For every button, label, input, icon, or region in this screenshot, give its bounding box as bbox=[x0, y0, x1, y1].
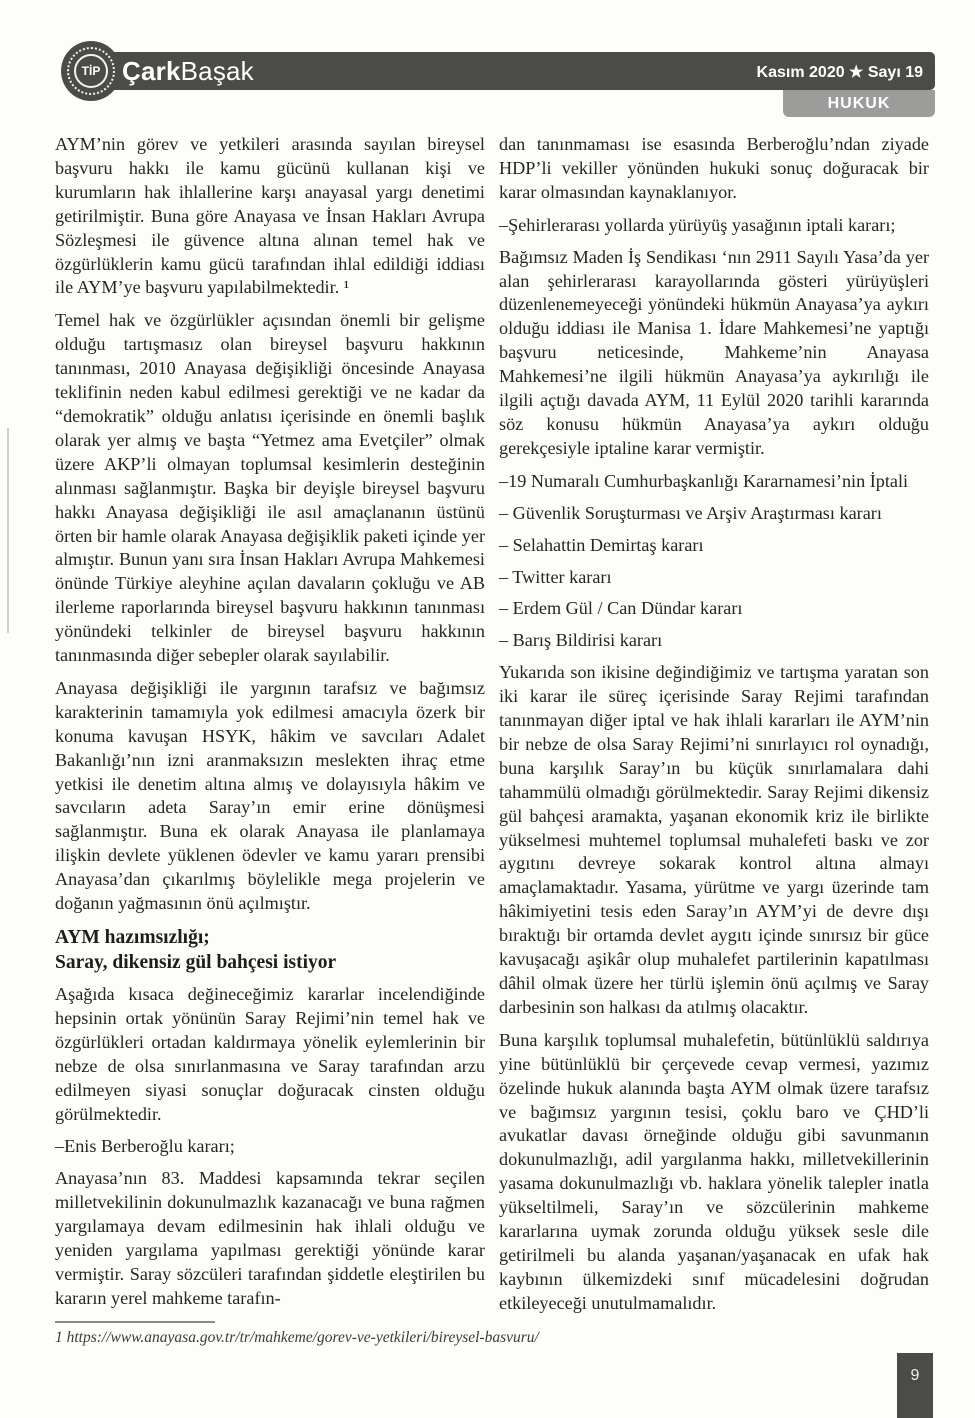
article-body bbox=[55, 133, 929, 1325]
decision-list-item: – Güvenlik Soruşturması ve Arşiv Araştırması kararı bbox=[499, 502, 882, 523]
logo-wreath-ring bbox=[67, 47, 115, 95]
page-number: 9 bbox=[897, 1353, 933, 1418]
decision-list-item: – Selahattin Demirtaş kararı bbox=[499, 534, 704, 555]
decision-list-item: – Twitter kararı bbox=[499, 566, 612, 587]
article-paragraph: Bağımsız Maden İş Sendikası ‘nın 2911 Sayılı Yasa’da yer alan şehirlerarası karayollarında gösteri yürüyüşleri düzenlenemeyeceği yönündeki hükmün Anayasa’ya aykırı olduğu iddiası ile Manisa 1. İdare Mahkemesi’ne yaptığı başvuru neticesinde, Mahkeme’nin Anayasa Mahkemesi’ne ilgili hükmün Anayasa’ya aykırılığı ile ilgili açtığı davada AYM, 11 Eylül 2020 tarihli kararında söz konusu hükmün Anayasa’ya aykırı olduğu gerekçesiyle iptaline karar vermiştir. bbox=[499, 246, 929, 458]
left-column bbox=[55, 133, 485, 1325]
masthead-title-light: Başak bbox=[180, 56, 254, 86]
article-paragraph: Aşağıda kısaca değineceğimiz kararlar incelendiğinde hepsinin ortak yönünün Saray Rejimi’nin temel hak ve özgürlükleri ortadan kaldırmaya yönelik eylemlerinin bir nebze de olsa sınırlanmasına ve Saray tarafından arzu edilmeyen siyasi sonuçlar doğuracak cinsten olduğu görülmektedir. bbox=[55, 984, 485, 1124]
masthead-title-bold: Çark bbox=[122, 56, 181, 86]
decision-list-item: –19 Numaralı Cumhurbaşkanlığı Kararnamesi’nin İptali bbox=[499, 470, 909, 491]
decision-list-item: –Şehirlerarası yollarda yürüyüş yasağının iptali kararı; bbox=[499, 214, 896, 235]
article-paragraph: dan tanınmaması ise esasında Berberoğlu’ndan ziyade HDP’li vekiller yönünden hukuki sonuç doğuracak bir karar olmasından kaynaklanıyor. bbox=[499, 134, 929, 202]
article-heading-line: Saray, dikensiz gül bahçesi istiyor bbox=[55, 952, 337, 973]
article-paragraph: Buna karşılık toplumsal muhalefetin, bütünlüklü saldırıya yine bütünlüklü bir çerçevede cevap vermesi, yazımız özelinde hukuk alanında başta AYM olmak üzere tarafsız ve bağımsız yargının tesisi, çoklu baro ve ÇHD’li avukatlar davası örneğinde olduğu gibi savunmanın dokunulmazlığı, adil yargılanma hakkı, milletvekillerinin yasama dokunulmazlığı vb. haklara yönelik talepler inatla yükseltilmeli, Saray’ın ve sözcülerinin mahkeme kararlarına uymak zorunda olduğu yüksek sesle dile getirilmeli bu alanda yaşanan/yaşanacak en ufak hak kaybının ülkemizdeki sınıf mücadelesini doğrudan etkileyeceği unutulmamalıdır. bbox=[499, 1029, 929, 1313]
masthead-title bbox=[122, 55, 254, 87]
decision-list-item: –Enis Berberoğlu kararı; bbox=[55, 1136, 235, 1157]
issue-info: Kasım 2020 ★ Sayı 19 bbox=[756, 64, 923, 81]
article-paragraph: Anayasa değişikliği ile yargının tarafsız ve bağımsız karakterinin tamamıyla yok edilmesi amacıyla özerk bir konuma kavuşan HSYK, hâkim ve savcıları Adalet Bakanlığı’nın izni aranmaksızın meslekten ihraç etme yetkisi ile denetim altına almış ve dolayısıyla hâkim ve savcıların adeta Saray’ın emir erine dönüşmesi sağlanmıştır. Buna ek olarak Anayasa ile planlamaya ilişkin devlete yüklenen ödevler ve kamu yararı prensibi Anayasa’dan çıkarılmış böylelikle mega projelerin ve doğanın yağmasının önü açılmıştır. bbox=[55, 677, 485, 914]
article-heading bbox=[55, 925, 485, 975]
logo-text: TİP bbox=[74, 54, 108, 88]
article-paragraph: Anayasa’nın 83. Maddesi kapsamında tekrar seçilen milletvekilinin dokunulmazlık kazanacağı ve buna rağmen yargılamaya devam edilmesinin hak ihlali olduğu ve yeniden yargılama yapılması gerektiği yönünde karar vermiştir. Saray sözcüleri tarafından şiddetle eleştirilen bu kararın yerel mahkeme tarafın- bbox=[55, 1168, 485, 1308]
decision-list-item: – Barış Bildirisi kararı bbox=[499, 630, 663, 651]
article-paragraph: AYM’nin görev ve yetkileri arasında sayılan bireysel başvuru hakkı ile kamu gücünü kullanan kişi ve kurumların hak ihlallerine karşı anayasal yargı denetimi getirilmiştir. Buna göre Anayasa ve İnsan Hakları Avrupa Sözleşmesi ile güvence altına alınan temel hak ve özgürlüklerin kamu gücü tarafından ihlal edildiği iddiası ile AYM’ye başvuru yapılabilmektedir. ¹ bbox=[55, 134, 485, 298]
footnote-divider bbox=[55, 1321, 215, 1323]
article-heading-line: AYM hazımsızlığı; bbox=[55, 927, 210, 948]
article-paragraph: Temel hak ve özgürlükler açısından önemli bir gelişme olduğu tartışmasız olan bireysel başvuru hakkının tanınması, 2010 Anayasa değişikliği öncesinde Anayasa teklifinin neden kabul edilmesi gerektiği ve ne kadar da “demokratik” olduğu anlatısı içerisinde en önemli başlık olarak yer almış ve başta “Yetmez ama Evetçiler” olmak üzere AKP’li olmayan toplumsal kesimlerin desteğinin alınması sağlanmıştır. Başka bir deyişle bireysel başvuru hakkı Anayasa değişikliği ile asıl amaçlananın üstünü örten bir hamle olarak Anayasa değişiklik paketi içinde yer almıştır. Bunun yanı sıra İnsan Hakları Avrupa Mahkemesi önünde Türkiye aleyhine açılan davaların çokluğu ve AB ilerleme raporlarında bireysel başvuru hakkının tanınması yönündeki telkinler de bireysel başvuru hakkının tanınmasında diğer sebepler olarak sayılabilir. bbox=[55, 310, 485, 666]
tip-party-logo-icon bbox=[62, 42, 120, 100]
right-column bbox=[499, 133, 929, 1325]
decision-list-item: – Erdem Gül / Can Dündar kararı bbox=[499, 598, 743, 619]
footnote-text: 1 https://www.anayasa.gov.tr/tr/mahkeme/gorev-ve-yetkileri/bireysel-basvuru/ bbox=[55, 1329, 539, 1346]
page-edge-mark bbox=[7, 428, 9, 633]
article-paragraph: Yukarıda son ikisine değindiğimiz ve tartışma yaratan son iki karar ile süreç içerisinde Saray Rejimi tarafından tanınmayan diğer iptal ve hak ihlali kararları ile AYM’nin bir nebze de olsa Saray Rejimi’ni sınırlayıcı rol oynadığı, buna karşılık Saray’ın bu küçük sınırlamalara dahi tahammülü olmadığı görülmektedir. Saray Rejimi dikensiz gül bahçesi aramakta, yaşanan ekonomik kriz ile birlikte yükselmesi muhtemel toplumsal muhalefeti baskı ve zor aygıtını devreye sokarak kontrol altına almayı amaçlamaktadır. Yasama, yürütme ve yargı üzerinde tam hâkimiyetini tesis eden Saray’ın AYM’yi de devre dışı bıraktığı bir ortamda devlet aygıtı içinde sınırsız bir güce kavuşacağı aşikâr olup muhalefet partilerinin kapatılması dâhil olmak üzere her türlü işlemin önü açılmış ve Saray darbesinin son halkası da atılmış olacaktır. bbox=[499, 662, 929, 1017]
section-badge-hukuk: HUKUK bbox=[783, 90, 935, 117]
